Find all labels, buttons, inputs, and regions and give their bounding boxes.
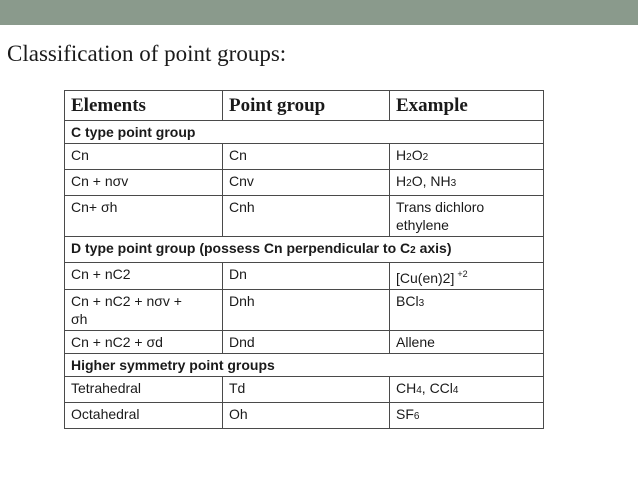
cell-elements: Cn + nC2 [65,263,223,290]
cell-elements: Cn + nC2 + σd [65,331,223,354]
section-c-type: C type point group [65,121,544,144]
cell-example: Trans dichloro ethylene [390,196,544,237]
cell-example: BCl3 [390,290,544,331]
cell-example: CH4, CCl4 [390,377,544,403]
cell-elements: Octahedral [65,403,223,429]
table-row [65,290,544,331]
cell-elements: Tetrahedral [65,377,223,403]
cell-point-group: Td [223,377,390,403]
section-d-type: D type point group (possess Cn perpendicular to C2 axis) [65,237,544,263]
cell-example: Allene [390,331,544,354]
table-row [65,196,544,237]
section-row-c-type [65,121,544,144]
slide-title: Classification of point groups: [7,41,287,66]
cell-example: H2O, NH3 [390,170,544,196]
cell-point-group: Dn [223,263,390,290]
table-row [65,403,544,429]
table-row [65,144,544,170]
header-example: Example [390,91,544,121]
table-row [65,377,544,403]
cell-example: SF6 [390,403,544,429]
cell-point-group: Dnd [223,331,390,354]
table-header-row [65,91,544,121]
cell-point-group: Dnh [223,290,390,331]
header-point-group: Point group [223,91,390,121]
cell-elements: Cn [65,144,223,170]
cell-elements: Cn + nσv [65,170,223,196]
table-row [65,263,544,290]
cell-elements: Cn + nC2 + nσv + σh [65,290,223,331]
cell-point-group: Cnv [223,170,390,196]
cell-point-group: Cnh [223,196,390,237]
table-row [65,331,544,354]
cell-elements: Cn+ σh [65,196,223,237]
section-row-d-type [65,237,544,263]
section-higher-symmetry: Higher symmetry point groups [65,354,544,377]
header-elements: Elements [65,91,223,121]
cell-example: [Cu(en)2] $^{+2}$ [390,263,544,290]
cell-point-group: Cn [223,144,390,170]
cell-point-group: Oh [223,403,390,429]
point-group-table [64,90,544,429]
table-row [65,170,544,196]
cell-example: H2O2 [390,144,544,170]
top-accent-bar [0,0,638,25]
section-row-higher-symmetry [65,354,544,377]
